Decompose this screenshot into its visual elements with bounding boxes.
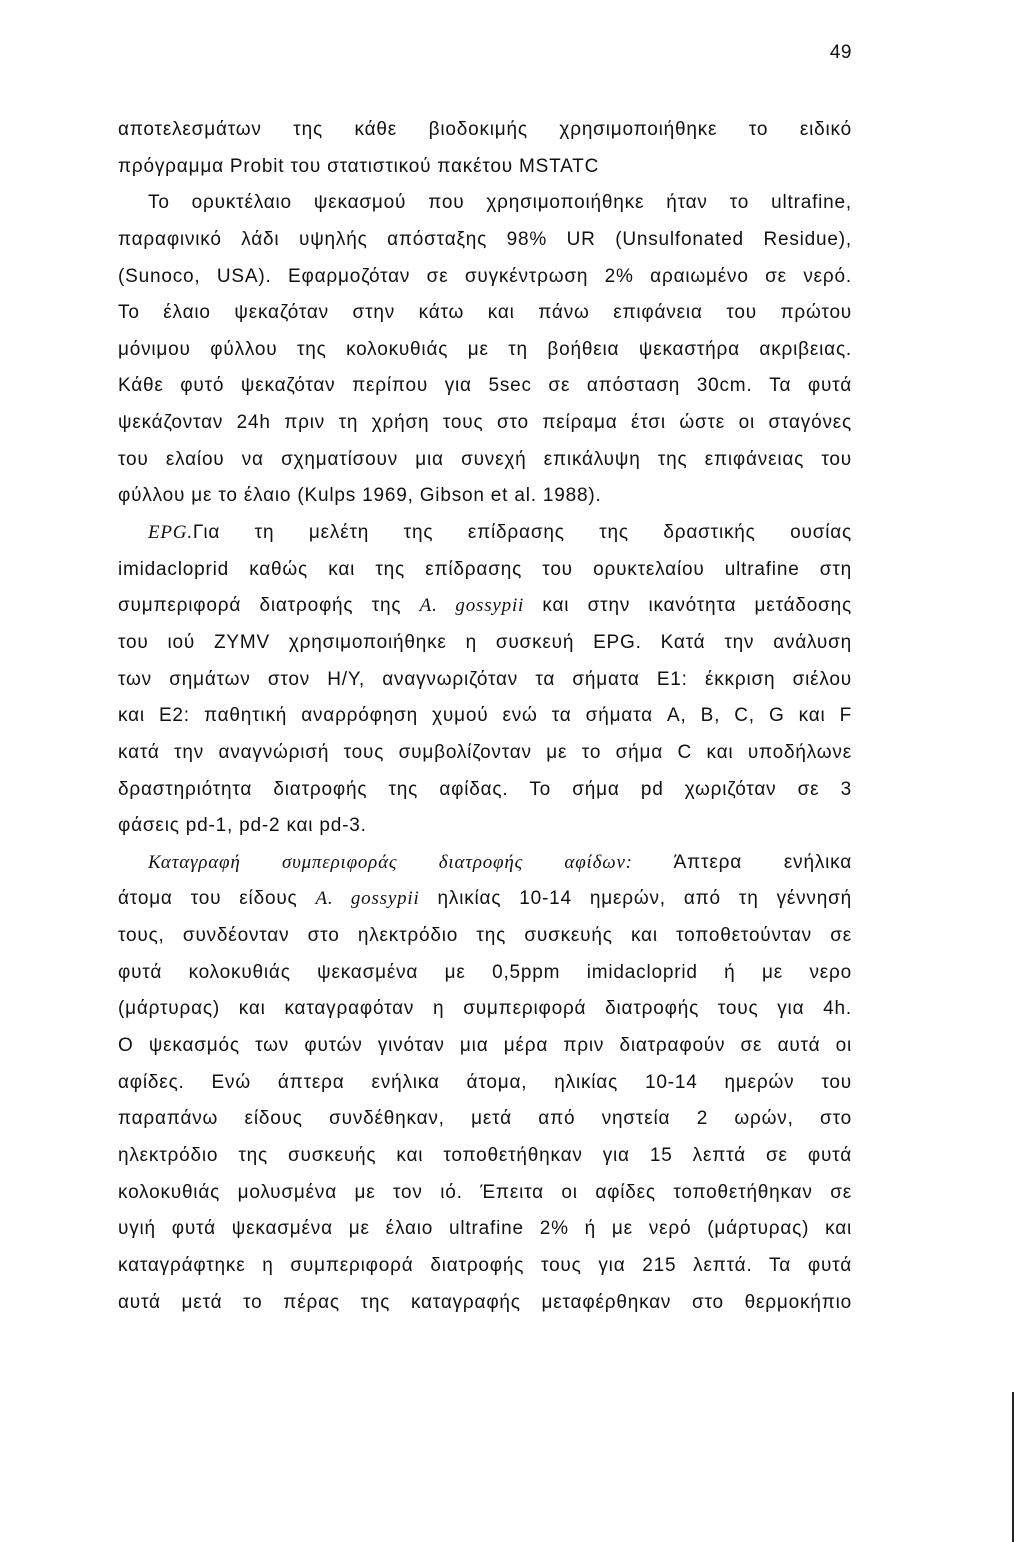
text-line: φάσεις pd-1, pd-2 και pd-3. — [118, 815, 367, 837]
text-segment: ηλικίας 10-14 ημερών, από τη γέννησή — [419, 888, 852, 910]
text-line: των σημάτων στον Η/Υ, αναγνωριζόταν τα σήματα Ε1: έκκριση σιέλου — [118, 668, 852, 690]
text-line: ηλεκτρόδιο της συσκευής και τοποθετήθηκαν για 15 λεπτά σε φυτά — [118, 1144, 852, 1166]
text-line: φύλλου με το έλαιο (Kulps 1969, Gibson et al. 1988). — [118, 485, 602, 507]
page-number: 49 — [829, 42, 852, 63]
text-line — [118, 588, 852, 625]
text-line: καταγράφτηκε η συμπεριφορά διατροφής τους για 215 λεπτά. Τα φυτά — [118, 1254, 852, 1276]
text-segment: άτομα του είδους — [118, 888, 316, 910]
scan-edge-line — [1012, 1392, 1014, 1542]
text-line: Το έλαιο ψεκαζόταν στην κάτω και πάνω επιφάνεια του πρώτου — [118, 302, 852, 324]
body-text — [118, 112, 852, 1321]
text-line: κατά την αναγνώρισή τους συμβολίζονταν με το σήμα C και υποδήλωνε — [118, 741, 852, 763]
italic-text: A. gossypii — [419, 595, 525, 617]
text-line: δραστηριότητα διατροφής της αφίδας. Το σήμα pd χωριζόταν σε 3 — [118, 778, 852, 800]
text-line: Ο ψεκασμός των φυτών γινόταν μια μέρα πριν διατραφούν σε αυτά οι — [118, 1035, 852, 1057]
text-line: (Sunoco, USA). Εφαρμοζόταν σε συγκέντρωση 2% αραιωμένο σε νερό. — [118, 265, 852, 287]
text-line: (μάρτυρας) και καταγραφόταν η συμπεριφορά διατροφής τους για 4h. — [118, 998, 852, 1020]
text-line: και Ε2: παθητική αναρρόφηση χυμού ενώ τα σήματα A, B, C, G και F — [118, 705, 852, 727]
text-line: κολοκυθιάς μολυσμένα με τον ιό. Έπειτα οι αφίδες τοποθετήθηκαν σε — [118, 1181, 852, 1203]
text-segment: Για τη μελέτη της επίδρασης της δραστικής ουσίας — [192, 522, 852, 544]
text-line: αυτά μετά το πέρας της καταγραφής μεταφέρθηκαν στο θερμοκήπιο — [118, 1291, 852, 1313]
text-line: υγιή φυτά ψεκασμένα με έλαιο ultrafine 2% ή με νερό (μάρτυρας) και — [118, 1218, 852, 1240]
text-line: ψεκάζονταν 24h πριν τη χρήση τους στο πείραμα έτσι ώστε οι σταγόνες — [118, 412, 852, 434]
text-line: παραφινικό λάδι υψηλής απόσταξης 98% UR (Unsulfonated Residue), — [118, 228, 852, 250]
text-line: του ιού ZYMV χρησιμοποιήθηκε η συσκευή EPG. Κατά την ανάλυση — [118, 631, 852, 653]
italic-text: Καταγραφή συμπεριφοράς διατροφής αφίδων: — [148, 851, 633, 873]
text-line — [118, 845, 852, 882]
text-line: Το ορυκτέλαιο ψεκασμού που χρησιμοποιήθηκε ήταν το ultrafine, — [148, 192, 852, 214]
text-line: παραπάνω είδους συνδέθηκαν, μετά από νηστεία 2 ωρών, στο — [118, 1108, 852, 1130]
text-segment: Άπτερα ενήλικα — [632, 851, 852, 873]
text-line: τους, συνδέονταν στο ηλεκτρόδιο της συσκευής και τοποθετούνταν σε — [118, 925, 852, 947]
text-line: φυτά κολοκυθιάς ψεκασμένα με 0,5ppm imidacloprid ή με νερο — [118, 961, 852, 983]
text-segment: συμπεριφορά διατροφής της — [118, 595, 420, 617]
text-line: Κάθε φυτό ψεκαζόταν περίπου για 5sec σε απόσταση 30cm. Τα φυτά — [118, 375, 852, 397]
text-line — [118, 881, 852, 918]
text-line: μόνιμου φύλλου της κολοκυθιάς με τη βοήθεια ψεκαστήρα ακριβειας. — [118, 338, 852, 360]
text-line: imidacloprid καθώς και της επίδρασης του ορυκτελαίου ultrafine στη — [118, 558, 852, 580]
text-line: αφίδες. Ενώ άπτερα ενήλικα άτομα, ηλικίας 10-14 ημερών του — [118, 1071, 852, 1093]
text-line: αποτελεσμάτων της κάθε βιοδοκιμής χρησιμοποιήθηκε το ειδικό — [118, 119, 852, 140]
italic-text: EPG. — [148, 522, 193, 544]
text-line — [118, 515, 852, 552]
italic-text: A. gossypii — [315, 888, 420, 910]
text-line: του ελαίου να σχηματίσουν μια συνεχή επικάλυψη της επιφάνειας του — [118, 448, 852, 470]
text-segment: και στην ικανότητα μετάδοσης — [524, 595, 852, 617]
text-line: πρόγραμμα Probit του στατιστικού πακέτου MSTATC — [118, 155, 600, 177]
